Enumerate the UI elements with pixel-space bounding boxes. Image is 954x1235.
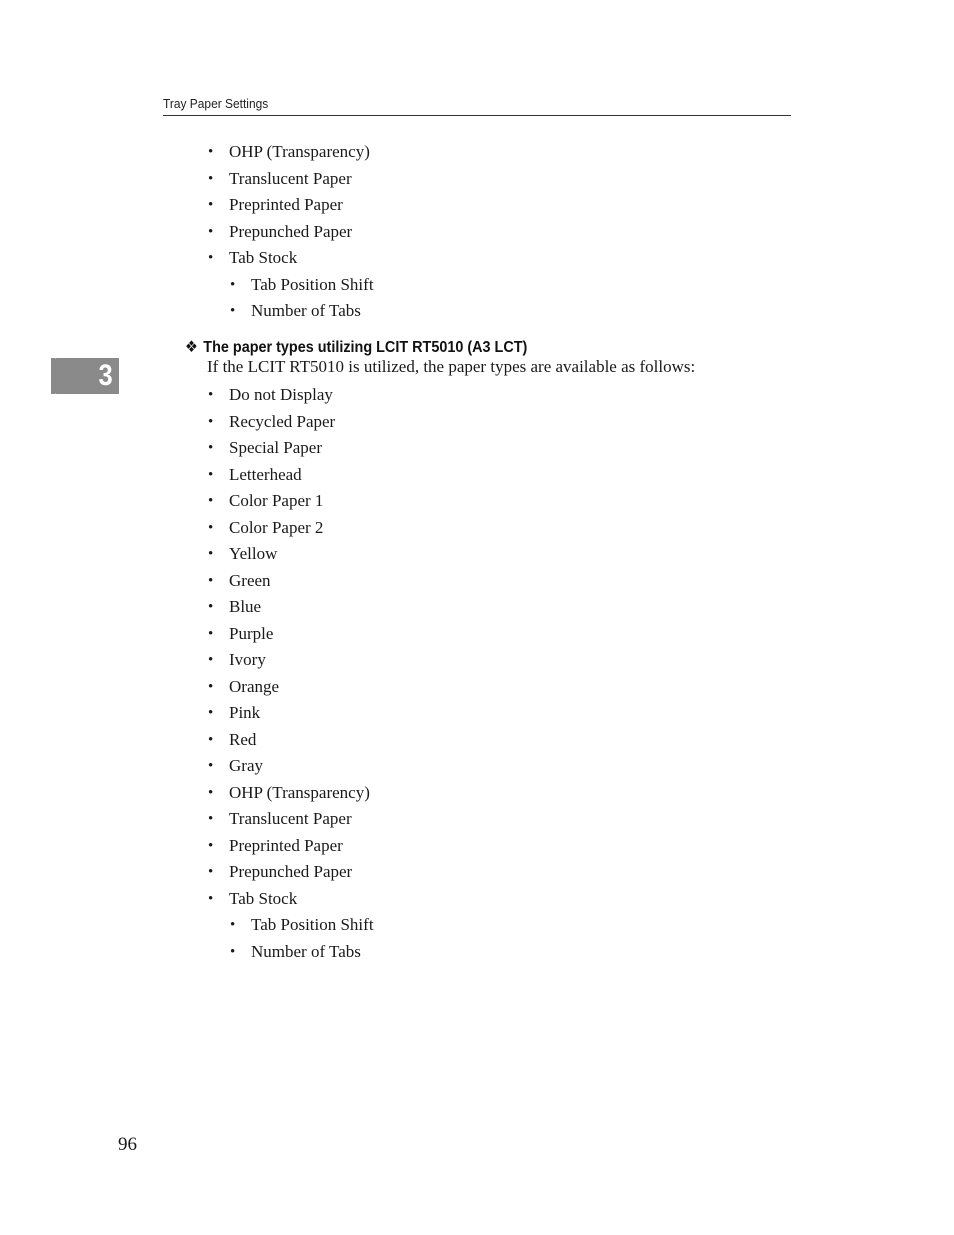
paper-type-list-top	[208, 139, 374, 325]
list-item-label: Translucent Paper	[229, 168, 352, 188]
list-item	[208, 780, 374, 807]
bullet-icon: •	[208, 837, 214, 854]
list-item	[208, 219, 374, 246]
chapter-number: 3	[98, 359, 113, 392]
list-item	[208, 382, 374, 409]
list-item-label: Number of Tabs	[251, 301, 361, 320]
list-item	[208, 462, 374, 489]
header-title: Tray Paper Settings	[163, 96, 269, 111]
list-item	[208, 806, 374, 833]
list-item-label: Tab Position Shift	[251, 915, 374, 934]
bullet-icon: •	[208, 678, 214, 695]
list-item	[208, 727, 374, 754]
list-item-label: Recycled Paper	[229, 411, 336, 431]
list-item-label: Orange	[229, 676, 280, 696]
list-item-label: OHP (Transparency)	[229, 142, 370, 161]
list-item-label: Purple	[229, 623, 274, 643]
list-item-label: Blue	[229, 597, 262, 616]
list-item	[208, 647, 374, 674]
bullet-icon: •	[208, 599, 214, 615]
list-item	[208, 833, 374, 860]
bullet-icon: •	[208, 864, 214, 880]
list-item-label: Number of Tabs	[251, 941, 361, 961]
sub-list-item	[230, 298, 374, 325]
bullet-icon: •	[208, 705, 214, 721]
list-item-label: Preprinted Paper	[229, 835, 343, 855]
list-item	[208, 700, 374, 727]
bullet-icon: •	[208, 387, 214, 403]
list-item-label: Special Paper	[229, 438, 322, 457]
list-item	[208, 674, 374, 701]
list-item-label: Red	[229, 729, 257, 749]
list-item-label: OHP (Transparency)	[229, 782, 370, 802]
page-number: 96	[118, 1134, 137, 1155]
list-item	[208, 568, 374, 595]
list-item-label: Color Paper 1	[229, 491, 324, 510]
bullet-icon: •	[208, 223, 214, 240]
sub-list-item	[230, 272, 374, 299]
section-heading-text: The paper types utilizing LCIT RT5010 (A3 LCT)	[203, 339, 528, 356]
list-item	[208, 594, 374, 621]
list-item-label: Prepunched Paper	[229, 221, 353, 241]
section-heading	[185, 337, 527, 357]
paper-type-list-lcit	[208, 382, 374, 965]
list-item-label: Preprinted Paper	[229, 195, 343, 214]
list-item	[208, 166, 374, 193]
bullet-icon: •	[208, 493, 214, 509]
list-item-label: Tab Position Shift	[251, 274, 374, 294]
bullet-icon: •	[208, 758, 214, 774]
list-item-label: Do not Display	[229, 385, 333, 404]
bullet-icon: •	[208, 652, 214, 668]
bullet-icon: •	[208, 811, 214, 827]
list-item-label: Pink	[229, 703, 261, 722]
bullet-icon: •	[208, 440, 214, 456]
list-item-label: Tab Stock	[229, 248, 298, 267]
list-item	[208, 139, 374, 166]
bullet-icon: •	[208, 890, 214, 907]
list-item	[208, 859, 374, 886]
list-item-label: Tab Stock	[229, 888, 298, 908]
list-item-label: Ivory	[229, 650, 266, 669]
list-item	[208, 621, 374, 648]
list-item	[208, 753, 374, 780]
list-item-label: Green	[229, 570, 271, 590]
list-item-label: Yellow	[229, 544, 278, 563]
list-item-label: Color Paper 2	[229, 517, 324, 537]
bullet-icon: •	[230, 276, 236, 293]
list-item-label: Translucent Paper	[229, 809, 352, 828]
header-rule	[163, 115, 791, 116]
bullet-icon: •	[208, 413, 214, 430]
list-item	[208, 409, 374, 436]
list-item-label: Gray	[229, 756, 263, 775]
list-item	[208, 515, 374, 542]
list-item	[208, 192, 374, 219]
bullet-icon: •	[208, 784, 214, 801]
list-item	[208, 541, 374, 568]
bullet-icon: •	[208, 250, 214, 266]
bullet-icon: •	[230, 943, 236, 960]
list-item	[208, 488, 374, 515]
list-item	[208, 435, 374, 462]
list-item	[208, 886, 374, 913]
bullet-icon: •	[208, 197, 214, 213]
list-item-label: Letterhead	[229, 464, 302, 484]
diamond-icon: ❖	[185, 339, 198, 356]
bullet-icon: •	[208, 466, 214, 483]
bullet-icon: •	[208, 625, 214, 642]
bullet-icon: •	[208, 519, 214, 536]
sub-list-item	[230, 912, 374, 939]
bullet-icon: •	[230, 303, 236, 319]
list-item-label: Prepunched Paper	[229, 862, 353, 881]
bullet-icon: •	[208, 572, 214, 589]
section-intro: If the LCIT RT5010 is utilized, the paper types are available as follows:	[207, 357, 696, 376]
sub-list-item	[230, 939, 374, 966]
bullet-icon: •	[208, 731, 214, 748]
list-item	[208, 245, 374, 272]
bullet-icon: •	[208, 546, 214, 562]
bullet-icon: •	[208, 170, 214, 187]
chapter-tab	[53, 358, 119, 394]
bullet-icon: •	[230, 917, 236, 933]
bullet-icon: •	[208, 144, 214, 160]
